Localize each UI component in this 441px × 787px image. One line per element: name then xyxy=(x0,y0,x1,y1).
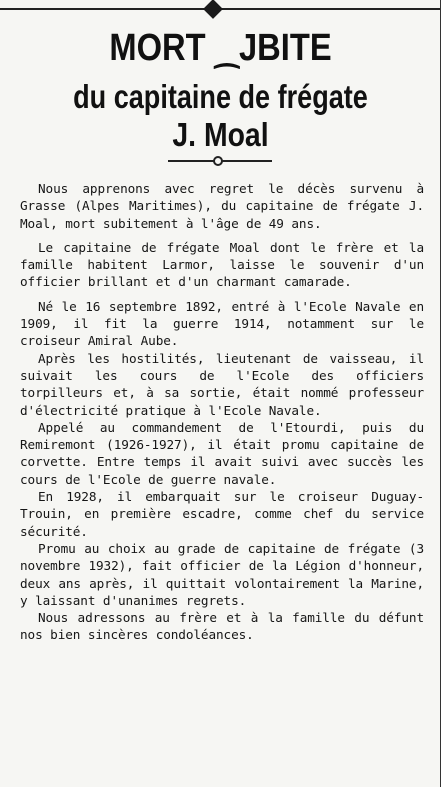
paragraph-6: En 1928, il embarquait sur le croiseur Duguay-Trouin, en première escadre, comme chef du service sécurité. xyxy=(20,489,424,539)
headline-line-2: du capitaine de frégate xyxy=(73,78,368,115)
paragraph-5: Appelé au commandement de l'Etourdi, puis du Remiremont (1926-1927), il était promu capitaine de corvette. Entre temps il avait suivi avec succès les cours de l'Ecole de guerre navale. xyxy=(20,419,424,487)
paragraph-1: Nous apprenons avec regret le décès survenu à Grasse (Alpes Maritimes), du capitaine de frégate J. Moal, mort subitement à l'âge de 49 ans. xyxy=(20,181,424,231)
paragraph-4: Après les hostilités, lieutenant de vaisseau, il suivait les cours de l'Ecole des officiers torpilleurs et, à sa sortie, était nommé professeur d'électricité pratique à l'Ecole Navale. xyxy=(20,350,424,418)
paragraph-8: Nous adressons au frère et à la famille du défunt nos bien sincères condoléances. xyxy=(20,610,424,643)
headline-line-1: MORT ⁔JBITE xyxy=(109,27,332,69)
headline-line-3: J. Moal xyxy=(172,116,269,153)
article-body xyxy=(20,180,424,644)
top-ornament-diamond xyxy=(203,0,223,19)
paragraph-3: Né le 16 septembre 1892, entré à l'Ecole Navale en 1909, il fit la guerre 1914, notamment sur le croiseur Amiral Aube. xyxy=(20,298,424,349)
paragraph-2: Le capitaine de frégate Moal dont le frère et la famille habitent Larmor, laisse le souvenir d'un officier brillant et d'un charmant camarade. xyxy=(20,239,424,290)
divider-ornament xyxy=(213,156,223,166)
paragraph-7: Promu au choix au grade de capitaine de frégate (3 novembre 1932), fait officier de la Légion d'honneur, deux ans après, il quittait volontairement la Marine, y laissant d'unanimes regrets. xyxy=(20,540,424,608)
